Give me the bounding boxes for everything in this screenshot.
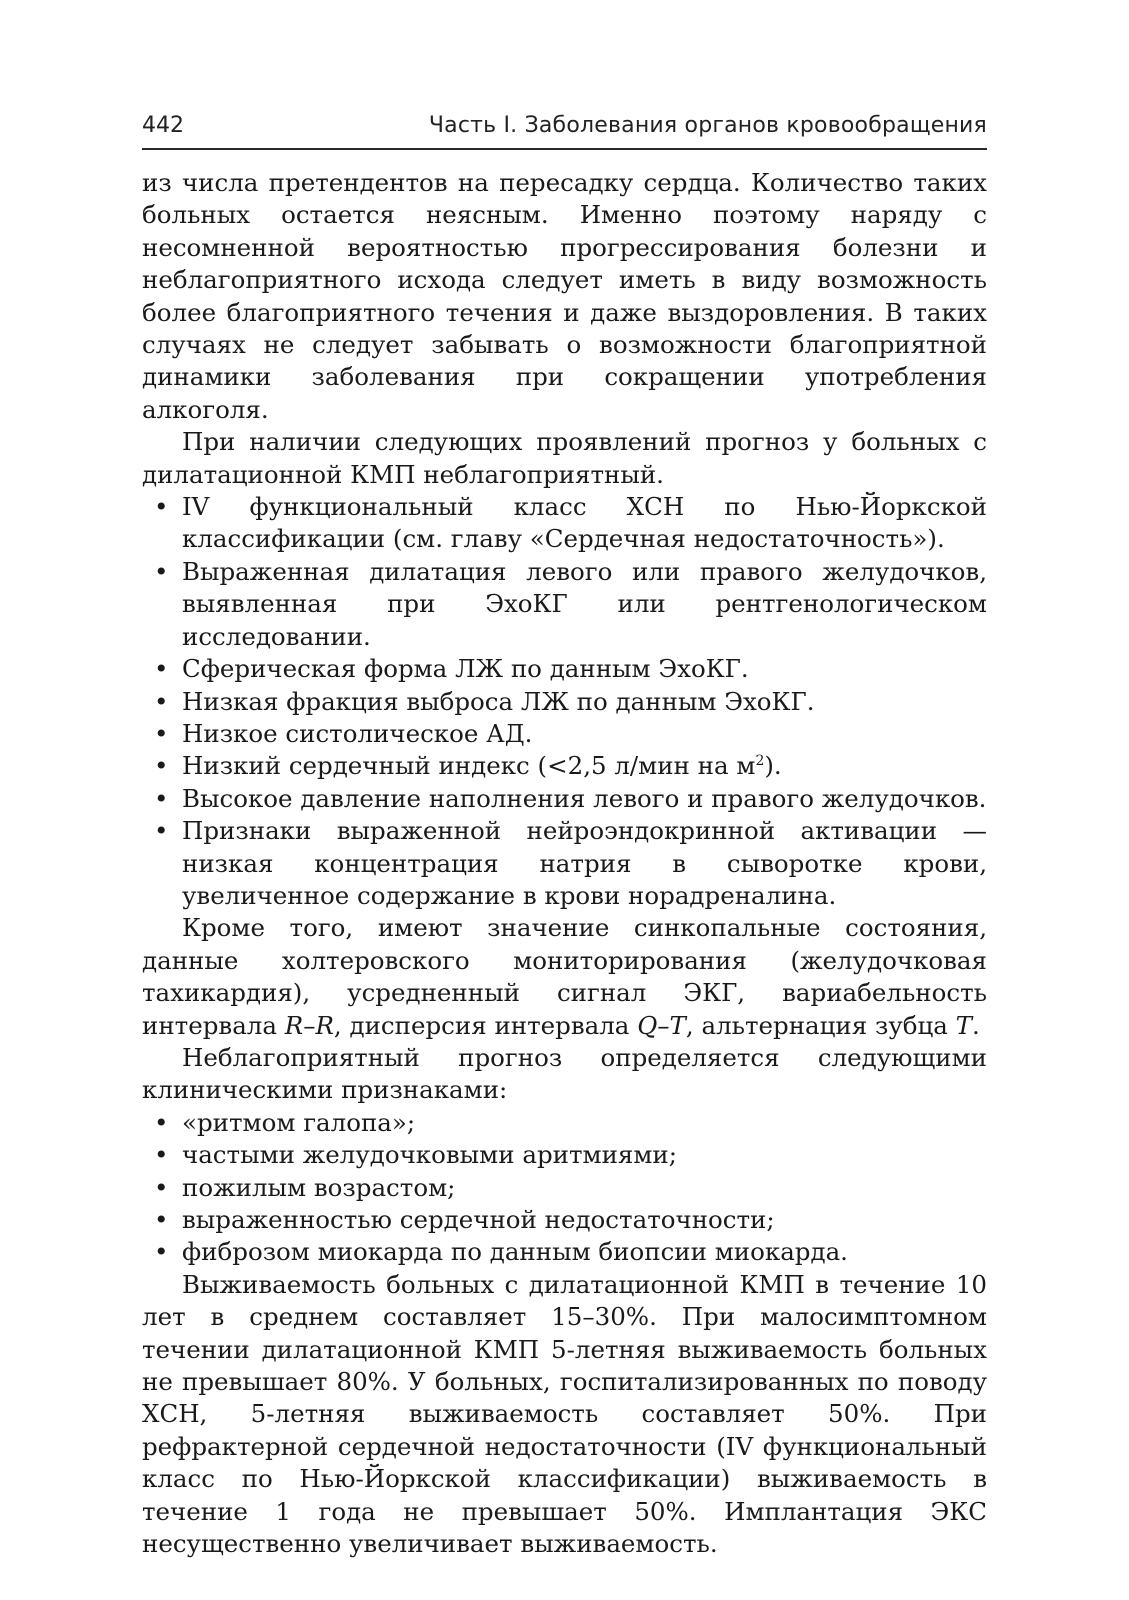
list-item: • Высокое давление наполнения левого и правого желудочков. <box>142 783 987 815</box>
wave-t: T <box>955 1010 972 1040</box>
list-item: • выраженностью сердечной недостаточности; <box>142 1204 987 1236</box>
list-item: • Признаки выраженной нейроэндокринной активации — низкая концентрация натрия в сыворотке крови, увеличенное содержание в крови норадреналина. <box>154 816 987 910</box>
bullet-icon: • <box>154 686 169 716</box>
list-item: • Низкий сердечный индекс (<2,5 л/мин на $м^2$). <box>142 750 987 782</box>
list-item: • частыми желудочковыми аритмиями; <box>142 1139 987 1171</box>
paragraph-clinical-intro: Неблагоприятный прогноз определяется следующими клиническими признаками: <box>142 1042 987 1105</box>
clinical-list <box>142 1107 987 1269</box>
bullet-icon: • <box>154 1172 169 1202</box>
body-text <box>142 167 987 1560</box>
list-item: • IV функциональный класс ХСН по Нью-Йоркской классификации (см. главу «Сердечная недостаточность»). <box>154 492 987 554</box>
list-item: • пожилым возрастом; <box>142 1172 987 1204</box>
running-header <box>142 108 987 150</box>
interval-qt: Q–T <box>637 1010 686 1040</box>
bullet-icon: • <box>154 1237 169 1267</box>
prognosis-list <box>142 491 987 912</box>
list-item: • Сферическая форма ЛЖ по данным ЭхоКГ. <box>142 653 987 685</box>
bullet-icon: • <box>154 654 169 684</box>
list-item: • «ритмом галопа»; <box>142 1107 987 1139</box>
bullet-icon: • <box>154 783 169 813</box>
paragraph-intro: из числа претендентов на пересадку сердца. Количество таких больных остается неясным. Именно поэтому наряду с несомненной вероятностью прогрессирования болезни и неблагоприятного исхода следует иметь в виду возможность более благоприятного течения и даже выздоровления. В таких случаях не следует забывать о возможности благоприятной динамики заболевания при сокращении употребления алкоголя. <box>142 168 987 424</box>
interval-rr: R–R <box>284 1010 334 1040</box>
bullet-icon: • <box>154 718 169 748</box>
paragraph-survival: Выживаемость больных с дилатационной КМП в течение 10 лет в среднем составляет 15–30%. При малосимптомном течении дилатационной КМП 5-летняя выживаемость больных не превышает 80%. У больных, госпитализированных по поводу ХСН, 5-летняя выживаемость составляет 50%. При рефрактерной сердечной недостаточности (IV функциональный класс по Нью-Йоркской классификации) выживаемость в течение 1 года не превышает 50%. Имплантация ЭКС несущественно увеличивает выживаемость. <box>142 1269 987 1559</box>
bullet-icon: • <box>154 1140 169 1170</box>
bullet-icon: • <box>154 492 169 522</box>
superscript: 2 <box>755 753 765 770</box>
list-item: • Выраженная дилатация левого или правого желудочков, выявленная при ЭхоКГ или рентгенологическом исследовании. <box>154 556 987 651</box>
page-number: 442 <box>142 113 184 138</box>
list-item: • Низкая фракция выброса ЛЖ по данным ЭхоКГ. <box>142 686 987 718</box>
paragraph-prognosis-intro: При наличии следующих проявлений прогноз у больных с дилатационной КМП неблагоприятный. <box>142 427 987 489</box>
bullet-icon: • <box>154 1107 169 1137</box>
paragraph-holter: Кроме того, имеют значение синкопальные состояния, данные холтеровского мониторирования (желудочковая тахикардия), усредненный сигнал ЭКГ, вариабельность интервала R–R, дисперсия интервала Q–T, альтернация зубца T. <box>142 913 987 1040</box>
list-item: • фиброзом миокарда по данным биопсии миокарда. <box>142 1236 987 1268</box>
list-item: • Низкое систолическое АД. <box>142 718 987 750</box>
bullet-icon: • <box>154 751 169 781</box>
bullet-icon: • <box>154 556 169 586</box>
bullet-icon: • <box>154 816 169 846</box>
chapter-title: Часть I. Заболевания органов кровообращения <box>428 113 987 138</box>
bullet-icon: • <box>154 1205 169 1234</box>
